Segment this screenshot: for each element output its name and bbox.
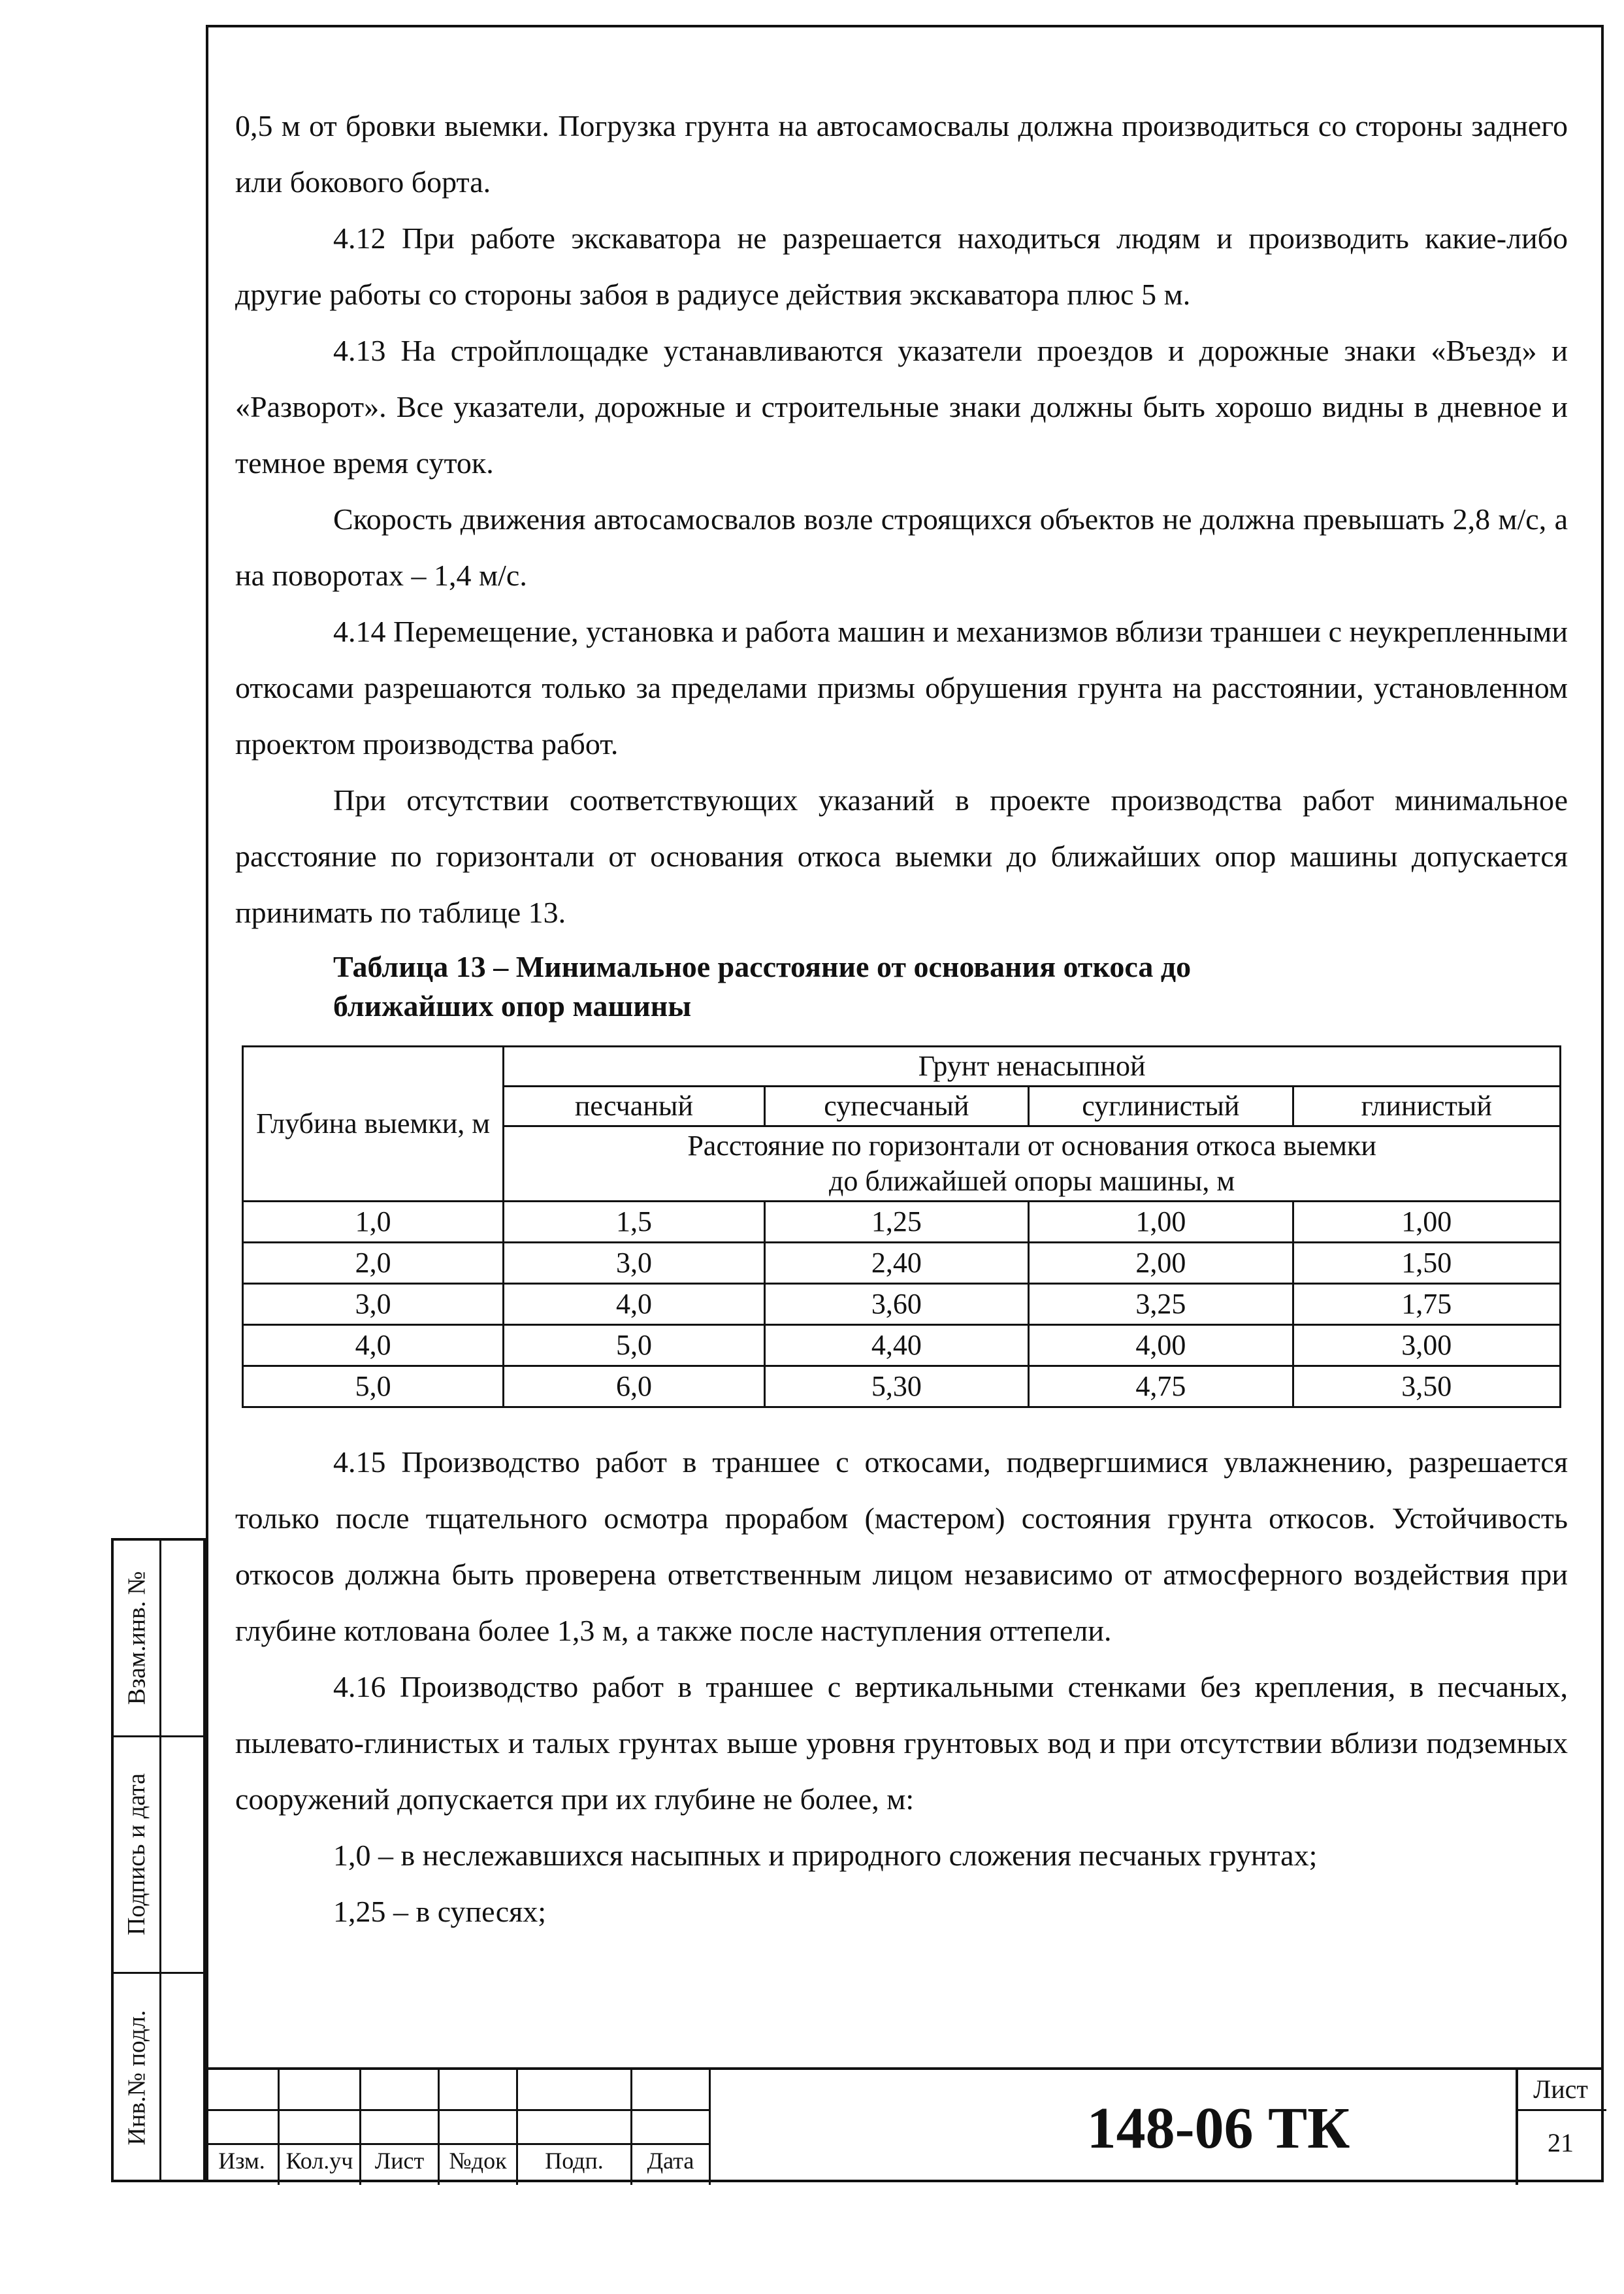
col-label-kol: Кол.уч bbox=[285, 2148, 353, 2174]
table-row: 3,0 4,0 3,60 3,25 1,75 bbox=[243, 1284, 1561, 1325]
paragraph: 4.16 Производство работ в траншее с вертикальными стенками без крепления, в песчаных, пылевато-глинистых и талых грунтах выше уровня грунтовых вод и при отсутствии вблизи подземных сооружений допускается при их глубине не более, м: bbox=[235, 1670, 1568, 1816]
distance-header: Расстояние по горизонтали от основания откоса выемки до ближайшей опоры машины, м bbox=[504, 1126, 1561, 1202]
table-row: 4,0 5,0 4,40 4,00 3,00 bbox=[243, 1325, 1561, 1366]
side-label-vzam: Взам.инв. № bbox=[123, 1571, 151, 1705]
soil-type-header: песчаный bbox=[504, 1087, 764, 1126]
col-label-izm: Изм. bbox=[218, 2148, 265, 2174]
paragraph: 4.13 На стройплощадке устанавливаются указатели проездов и дорожные знаки «Въезд» и «Разворот». Все указатели, дорожные и строительные знаки должны быть хорошо видны в дневное и темное время суток. bbox=[235, 334, 1568, 480]
side-label-inv: Инв.№ подл. bbox=[123, 2010, 151, 2146]
table-title: Таблица 13 – Минимальное расстояние от основания откоса до ближайших опор машины bbox=[333, 950, 1192, 1023]
distance-table bbox=[242, 1045, 1561, 1408]
col-label-list: Лист bbox=[374, 2148, 425, 2174]
table-row: 2,0 3,0 2,40 2,00 1,50 bbox=[243, 1243, 1561, 1284]
table-row: 5,0 6,0 5,30 4,75 3,50 bbox=[243, 1366, 1561, 1407]
sheet-number: 21 bbox=[1548, 2128, 1574, 2157]
soil-type-header: глинистый bbox=[1293, 1087, 1560, 1126]
paragraph: 4.14 Перемещение, установка и работа машин и механизмов вблизи траншеи с неукрепленными откосами разрешаются только за пределами призмы обрушения грунта на расстоянии, установленном проектом производства работ. bbox=[235, 615, 1568, 761]
paragraph: 1,25 – в супесях; bbox=[333, 1895, 547, 1928]
paragraph: Скорость движения автосамосвалов возле строящихся объектов не должна превышать 2,8 м/с, а на поворотах – 1,4 м/с. bbox=[235, 502, 1568, 592]
paragraph: При отсутствии соответствующих указаний в проекте производства работ минимальное расстояние по горизонтали от основания откоса выемки до ближайших опор машины допускается принимать по таблице 13. bbox=[235, 783, 1568, 929]
col-label-ndok: №док bbox=[449, 2148, 507, 2174]
paragraph: 4.15 Производство работ в траншее с откосами, подвергшимися увлажнению, разрешается только после тщательного осмотра прорабом (мастером) состояния грунта откосов. Устойчивость откосов должна быть проверена ответственным лицом независимо от атмосферного воздействия при глубине котлована более 1,3 м, а также после наступления оттепели. bbox=[235, 1445, 1568, 1647]
group-header: Грунт ненасыпной bbox=[504, 1047, 1561, 1087]
title-block-grid bbox=[206, 2070, 709, 2185]
soil-type-header: суглинистый bbox=[1029, 1087, 1293, 1126]
side-label-podpis: Подпись и дата bbox=[123, 1773, 151, 1936]
paragraph: 0,5 м от бровки выемки. Погрузка грунта на автосамосвалы должна производиться со стороны заднего или бокового борта. bbox=[235, 109, 1568, 199]
depth-header: Глубина выемки, м bbox=[243, 1047, 504, 1202]
document-code: 148-06 ТК bbox=[1086, 2096, 1350, 2161]
side-stamp-divider bbox=[159, 1541, 161, 2180]
paragraph: 4.12 При работе экскаватора не разрешается находиться людям и производить какие-либо другие работы со стороны забоя в радиусе действия экскаватора плюс 5 м. bbox=[235, 221, 1568, 311]
col-label-data: Дата bbox=[647, 2148, 694, 2174]
paragraph: 1,0 – в неслежавшихся насыпных и природного сложения песчаных грунтах; bbox=[333, 1839, 1318, 1872]
sheet-label: Лист bbox=[1533, 2074, 1588, 2104]
body-text bbox=[235, 98, 1568, 941]
side-stamp bbox=[111, 1538, 206, 2182]
sheet-box bbox=[1516, 2070, 1604, 2185]
table-row: 1,0 1,5 1,25 1,00 1,00 bbox=[243, 1202, 1561, 1243]
body-text-continued bbox=[235, 1434, 1568, 1940]
soil-type-header: супесчаный bbox=[764, 1087, 1028, 1126]
title-block bbox=[206, 2067, 1604, 2182]
col-label-podp: Подп. bbox=[545, 2148, 604, 2174]
